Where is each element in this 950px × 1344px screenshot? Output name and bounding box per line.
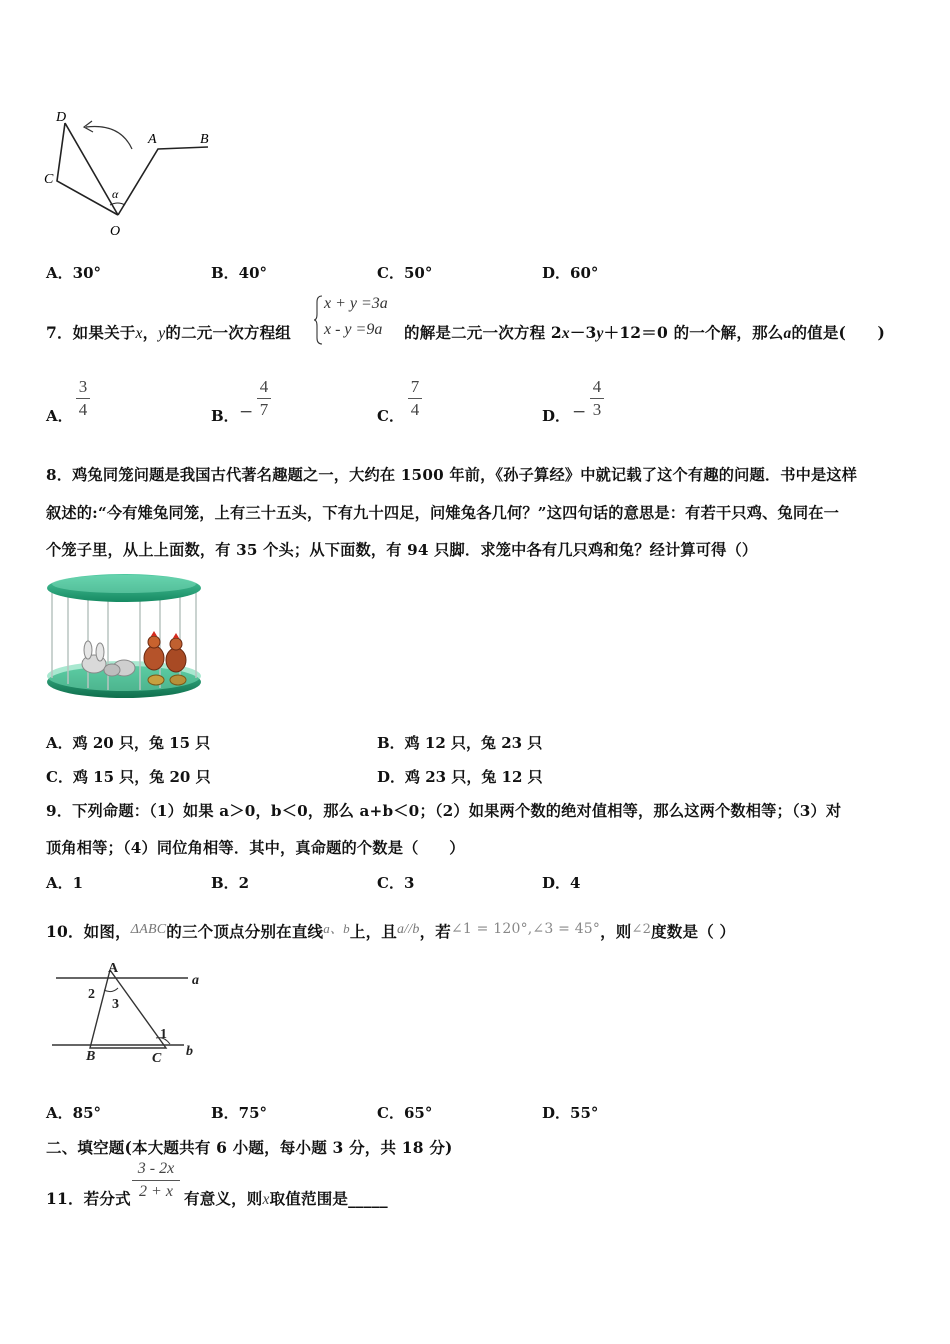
q7-comma: ， — [142, 323, 159, 342]
q6-polyline-dco — [57, 123, 118, 215]
q7-option-a[interactable] — [46, 378, 166, 428]
q8-option-d[interactable]: D．鸡 23 只，兔 12 只 — [377, 768, 543, 786]
q6-label-b: B — [200, 132, 209, 147]
q10-label-a-vertex: A — [108, 961, 119, 976]
q7-option-a-num: 3 — [78, 377, 88, 396]
q7-suffix-y: y — [596, 325, 604, 342]
q10-label-c-vertex: C — [152, 1051, 162, 1065]
q7-stem — [46, 321, 291, 343]
q11-denominator: 2 + x — [139, 1183, 173, 1200]
q10-label-line-b: b — [186, 1044, 193, 1059]
q7-option-c-num: 7 — [410, 377, 420, 396]
q11-var-x: x — [262, 1191, 270, 1208]
q10-triangle-sides — [90, 970, 166, 1048]
q10-stem-p5: ，则 — [600, 922, 632, 941]
q7-suffix-e: ＋12＝0 的一个解，那么 — [603, 323, 784, 342]
q10-label-angle-1: 1 — [160, 1027, 167, 1042]
q7-suffix-g: 的值是( ) — [791, 323, 886, 342]
q7-option-b-fraction — [257, 378, 271, 419]
q7-suffix-a: 的解是二元一次方程 2 — [404, 323, 562, 342]
q10-lines: a、b — [323, 921, 350, 936]
q8-option-c[interactable]: C．鸡 15 只，兔 20 只 — [46, 768, 211, 786]
q7-option-c-den: 4 — [410, 400, 420, 419]
q7-suffix-x: x — [561, 325, 570, 342]
q9-line-2: 顶角相等；（4）同位角相等．其中，真命题的个数是（ ） — [46, 839, 465, 857]
q10-option-d[interactable]: D．55° — [542, 1104, 599, 1122]
q7-suffix-c: －3 — [569, 323, 597, 342]
q11-stem-rest — [184, 1187, 388, 1209]
q7-option-c-label: C． — [377, 407, 404, 425]
q6-option-b[interactable]: B．40° — [211, 264, 268, 282]
q8-line-1: 8．鸡兔同笼问题是我国古代著名趣题之一，大约在 1500 年前，《孙子算经》中就记载了这个有趣的问题．书中是这样 — [46, 466, 858, 484]
q7-option-b-den: 7 — [259, 400, 269, 419]
q10-label-b-vertex: B — [86, 1049, 96, 1064]
q10-stem-p6: 度数是（ ） — [651, 922, 736, 941]
q9-line-1: 9．下列命题：（1）如果 a＞0，b＜0，那么 a+b＜0；（2）如果两个数的绝对值相等，那么这两个数相等；（3）对 — [46, 802, 842, 820]
q6-label-c: C — [44, 172, 54, 187]
q6-option-c[interactable]: C．50° — [377, 264, 433, 282]
q9-option-c[interactable]: C．3 — [377, 874, 415, 892]
q10-label-angle-3: 3 — [112, 997, 119, 1012]
q8-option-b[interactable]: B．鸡 12 只，兔 23 只 — [377, 734, 543, 752]
q11-stem-p3[interactable]: 取值范围是_____ — [269, 1189, 388, 1208]
q6-line-do — [65, 123, 118, 215]
q7-option-b-sign: − — [239, 402, 254, 422]
q10-angle-2: ∠2 — [631, 922, 652, 937]
q7-option-d-sign: − — [572, 402, 587, 422]
q9-option-d[interactable]: D．4 — [542, 874, 581, 892]
q7-option-a-den: 4 — [78, 400, 88, 419]
q10-option-a[interactable]: A．85° — [46, 1104, 102, 1122]
q10-angle-3-arc — [104, 988, 118, 992]
q9-option-a[interactable]: A．1 — [46, 874, 84, 892]
q6-label-o: O — [110, 224, 121, 239]
q7-option-d-num: 4 — [592, 377, 602, 396]
q10-option-c[interactable]: C．65° — [377, 1104, 433, 1122]
q7-suffix-a-var: a — [783, 325, 792, 342]
q7-option-b-label: B． — [211, 407, 239, 425]
q6-polyline-oab — [118, 147, 208, 215]
q7-option-c[interactable] — [377, 378, 497, 428]
q7-stem-mid: 的二元一次方程组 — [165, 323, 291, 342]
q11-numerator: 3 - 2x — [137, 1160, 175, 1177]
q7-option-d-den: 3 — [592, 400, 602, 419]
q10-label-line-a: a — [192, 973, 199, 988]
q7-option-b-num: 4 — [259, 377, 269, 396]
q10-stem-p4: ，若 — [419, 922, 451, 941]
section-2-title: 二、填空题(本大题共有 6 小题，每小题 3 分，共 18 分) — [46, 1138, 453, 1157]
q9-option-b[interactable]: B．2 — [211, 874, 250, 892]
q7-equation-system — [313, 294, 405, 346]
q10-parallel: a//b — [396, 922, 420, 937]
q10-stem — [46, 918, 735, 942]
q7-var-y: y — [158, 325, 166, 342]
q7-option-d[interactable] — [542, 378, 662, 428]
q10-stem-p2: 的三个顶点分别在直线 — [166, 922, 324, 941]
q7-var-x: x — [135, 325, 143, 342]
q11-stem-p1: 11．若分式 — [46, 1189, 131, 1208]
q7-option-d-label: D． — [542, 407, 571, 425]
q6-label-a: A — [148, 132, 157, 147]
q6-label-d: D — [56, 110, 67, 125]
q7-option-b[interactable] — [211, 378, 331, 428]
q7-equation-1: x + y =3a — [324, 295, 388, 312]
q6-figure — [40, 105, 220, 240]
q10-option-b[interactable]: B．75° — [211, 1104, 268, 1122]
q10-triangle: ΔABC — [130, 922, 167, 937]
q10-stem-p3: 上，且 — [349, 922, 397, 941]
q7-option-d-fraction — [590, 378, 604, 419]
q10-label-angle-2: 2 — [88, 987, 95, 1002]
q6-label-alpha: α — [112, 187, 119, 201]
q11-fraction — [132, 1160, 180, 1201]
q7-equation-2: x - y =9a — [324, 321, 383, 338]
q6-option-a[interactable]: A．30° — [46, 264, 102, 282]
q8-cage-illustration — [44, 572, 204, 704]
q6-option-d[interactable]: D．60° — [542, 264, 599, 282]
q7-option-a-fraction — [76, 378, 90, 419]
q7-stem-prefix: 7．如果关于 — [46, 323, 136, 342]
q7-option-a-label: A． — [46, 407, 73, 425]
q10-figure — [48, 960, 208, 1065]
q7-brace — [313, 294, 323, 346]
q10-stem-p1: 10．如图， — [46, 922, 131, 941]
q7-option-c-fraction — [408, 378, 422, 419]
q10-angles: ∠1 = 120°,∠3 = 45° — [450, 921, 601, 937]
q6-rotation-arrow — [86, 126, 132, 149]
q8-line-2: 叙述的:“今有雉兔同笼，上有三十五头，下有九十四足，问雉兔各几何？”这四句话的意思是：有若干只鸡、兔同在一 — [46, 504, 840, 522]
q8-option-a[interactable]: A．鸡 20 只，兔 15 只 — [46, 734, 211, 752]
q11-stem-p2: 有意义，则 — [184, 1189, 263, 1208]
q8-line-3: 个笼子里，从上上面数，有 35 个头；从下面数，有 94 只脚．求笼中各有几只鸡和兔？经计算可得（） — [46, 541, 758, 559]
q7-stem-suffix — [404, 321, 885, 343]
